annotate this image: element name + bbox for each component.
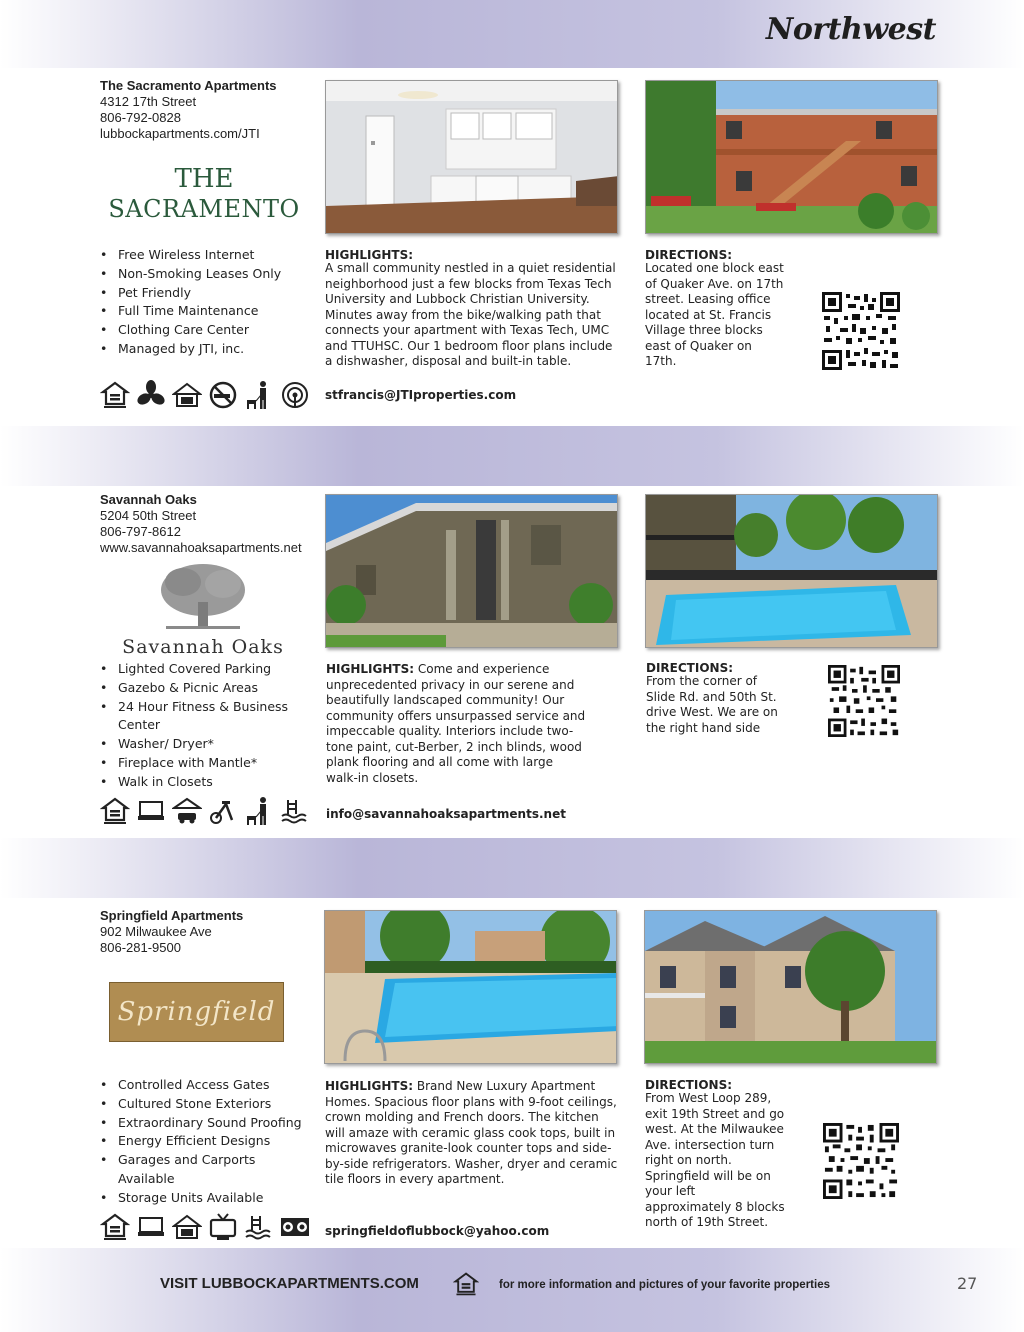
interior-photo — [325, 80, 618, 234]
garage-icon — [172, 1212, 202, 1242]
equal-housing-icon — [100, 380, 130, 410]
directions-label: DIRECTIONS: — [646, 661, 734, 675]
oak-tree-icon — [158, 562, 248, 630]
email-link[interactable]: info@savannahoaksapartments.net — [326, 807, 566, 821]
pool-photo — [324, 910, 617, 1064]
exterior-photo — [325, 494, 618, 648]
pet-friendly-icon — [244, 380, 274, 410]
list-item: • Garages and Carports Available — [100, 1151, 310, 1189]
equal-housing-icon — [100, 796, 130, 826]
garage-icon — [172, 380, 202, 410]
listing-phone: 806-281-9500 — [100, 940, 181, 955]
feature-list — [100, 1076, 310, 1208]
wifi-icon — [280, 380, 310, 410]
list-item: • Walk in Closets — [100, 773, 310, 792]
logo-line: THE — [174, 164, 234, 194]
listing-phone: 806-792-0828 — [100, 110, 181, 125]
business-center-icon — [136, 796, 166, 826]
listing-website[interactable]: www.savannahoaksapartments.net — [100, 540, 302, 555]
pet-friendly-icon — [244, 796, 274, 826]
listing-info — [100, 492, 302, 556]
savannah-oaks-logo — [118, 562, 288, 658]
highlights-label: HIGHLIGHTS: — [325, 248, 414, 262]
amenity-icons — [100, 796, 310, 826]
highlights-text: Brand New Luxury Apartment Homes. Spacious floor plans with 9-foot ceilings, crown molding and French doors. The kitchen will amaze with ceramic glass cook tops, built in microwaves granite-look counter tops and side-by-side refrigerators. Washer, dryer and ceramic tile floors in every apartment. — [325, 1079, 618, 1186]
equal-housing-icon — [100, 1212, 130, 1242]
pool-icon — [244, 1212, 274, 1242]
listing-name: Savannah Oaks — [100, 492, 197, 507]
tv-icon — [208, 1212, 238, 1242]
listing-phone: 806-797-8612 — [100, 524, 181, 539]
divider-band — [0, 426, 1024, 486]
list-item: • Energy Efficient Designs — [100, 1132, 310, 1151]
logo-text: Springfield — [117, 997, 276, 1027]
washer-dryer-icon — [280, 1212, 310, 1242]
fitness-icon — [208, 796, 238, 826]
amenity-icons — [100, 1212, 310, 1242]
listing-name: Springfield Apartments — [100, 908, 244, 923]
directions-text: From the corner of Slide Rd. and 50th St. drive West. We are on the right hand side — [646, 674, 778, 735]
list-item: • Clothing Care Center — [100, 321, 310, 340]
list-item: • Storage Units Available — [100, 1189, 310, 1208]
listing-address: 5204 50th Street — [100, 508, 197, 523]
listing-address: 4312 17th Street — [100, 94, 197, 109]
feature-list — [100, 660, 310, 792]
region-title: Northwest — [765, 12, 936, 47]
list-item: • 24 Hour Fitness & Business Center — [100, 698, 310, 736]
qr-code[interactable] — [828, 665, 900, 741]
springfield-logo — [109, 982, 284, 1042]
email-link[interactable]: stfrancis@JTIproperties.com — [325, 388, 517, 402]
highlights — [325, 1079, 620, 1188]
list-item: • Cultured Stone Exteriors — [100, 1095, 310, 1114]
list-item: • Gazebo & Picnic Areas — [100, 679, 310, 698]
amenity-icons — [100, 380, 310, 410]
fan-icon — [136, 380, 166, 410]
feature-list — [100, 246, 310, 359]
list-item: • Full Time Maintenance — [100, 302, 310, 321]
footer-visit-link[interactable]: VISIT LUBBOCKAPARTMENTS.COM — [160, 1275, 419, 1292]
qr-code[interactable] — [823, 1123, 899, 1203]
listing-info — [100, 78, 277, 142]
covered-parking-icon — [172, 796, 202, 826]
highlights-text: Come and experience unprecedented privacy in our serene and beautifully landscaped community! Our community offers unsurpassed service and impeccable quality. Interiors include two-tone paint, cut-Berber, 2 inch blinds, wood plank flooring and all come with large walk-in closets. — [326, 662, 586, 785]
highlights — [325, 250, 621, 370]
sacramento-logo — [104, 164, 304, 224]
directions-label: DIRECTIONS: — [645, 1078, 733, 1092]
highlights-text: A small community nestled in a quiet residential neighborhood just a few blocks from Texas Tech University and Lubbock Christian University. Minutes away from the bike/walking path that connects your apartment with Texas Tech, UMC and TTUHSC. Our 1 bedroom floor plans include a dishwasher, disposal and built-in table. — [325, 261, 616, 368]
highlights-label: HIGHLIGHTS: — [326, 662, 415, 676]
directions — [646, 663, 786, 736]
directions — [645, 250, 785, 370]
listing-name: The Sacramento Apartments — [100, 78, 277, 93]
list-item: • Free Wireless Internet — [100, 246, 310, 265]
list-item: • Controlled Access Gates — [100, 1076, 310, 1095]
highlights-label: HIGHLIGHTS: — [325, 1079, 414, 1093]
highlights — [326, 662, 588, 786]
qr-code[interactable] — [822, 292, 900, 374]
list-item: • Washer/ Dryer* — [100, 735, 310, 754]
directions — [645, 1080, 785, 1231]
pool-photo — [645, 494, 938, 648]
directions-text: Located one block east of Quaker Ave. on 17th street. Leasing office located at St. Francis Village three blocks east of Quaker on 17th. — [645, 261, 784, 368]
pool-icon — [280, 796, 310, 826]
list-item: • Pet Friendly — [100, 284, 310, 303]
list-item: • Managed by JTI, inc. — [100, 340, 310, 359]
exterior-photo — [645, 80, 938, 234]
list-item: • Fireplace with Mantle* — [100, 754, 310, 773]
logo-text: Savannah Oaks — [122, 636, 284, 658]
logo-line: SACRAMENTO — [108, 195, 300, 223]
list-item: • Extraordinary Sound Proofing — [100, 1114, 310, 1133]
footer-subtext: for more information and pictures of your favorite properties — [499, 1279, 830, 1291]
directions-text: From West Loop 289, exit 19th Street and go west. At the Milwaukee Ave. intersection turn right on north. Springfield will be on your left approximately 8 blocks north of 19th Street. — [645, 1091, 785, 1229]
page-number: 27 — [957, 1274, 978, 1293]
exterior-photo — [644, 910, 937, 1064]
business-center-icon — [136, 1212, 166, 1242]
no-smoking-icon — [208, 380, 238, 410]
listing-address: 902 Milwaukee Ave — [100, 924, 212, 939]
listing-info — [100, 908, 243, 956]
divider-band — [0, 838, 1024, 898]
directions-label: DIRECTIONS: — [645, 248, 733, 262]
email-link[interactable]: springfieldoflubbock@yahoo.com — [325, 1224, 550, 1238]
list-item: • Lighted Covered Parking — [100, 660, 310, 679]
equal-housing-icon — [453, 1270, 479, 1302]
list-item: • Non-Smoking Leases Only — [100, 265, 310, 284]
listing-website[interactable]: lubbockapartments.com/JTI — [100, 126, 260, 141]
